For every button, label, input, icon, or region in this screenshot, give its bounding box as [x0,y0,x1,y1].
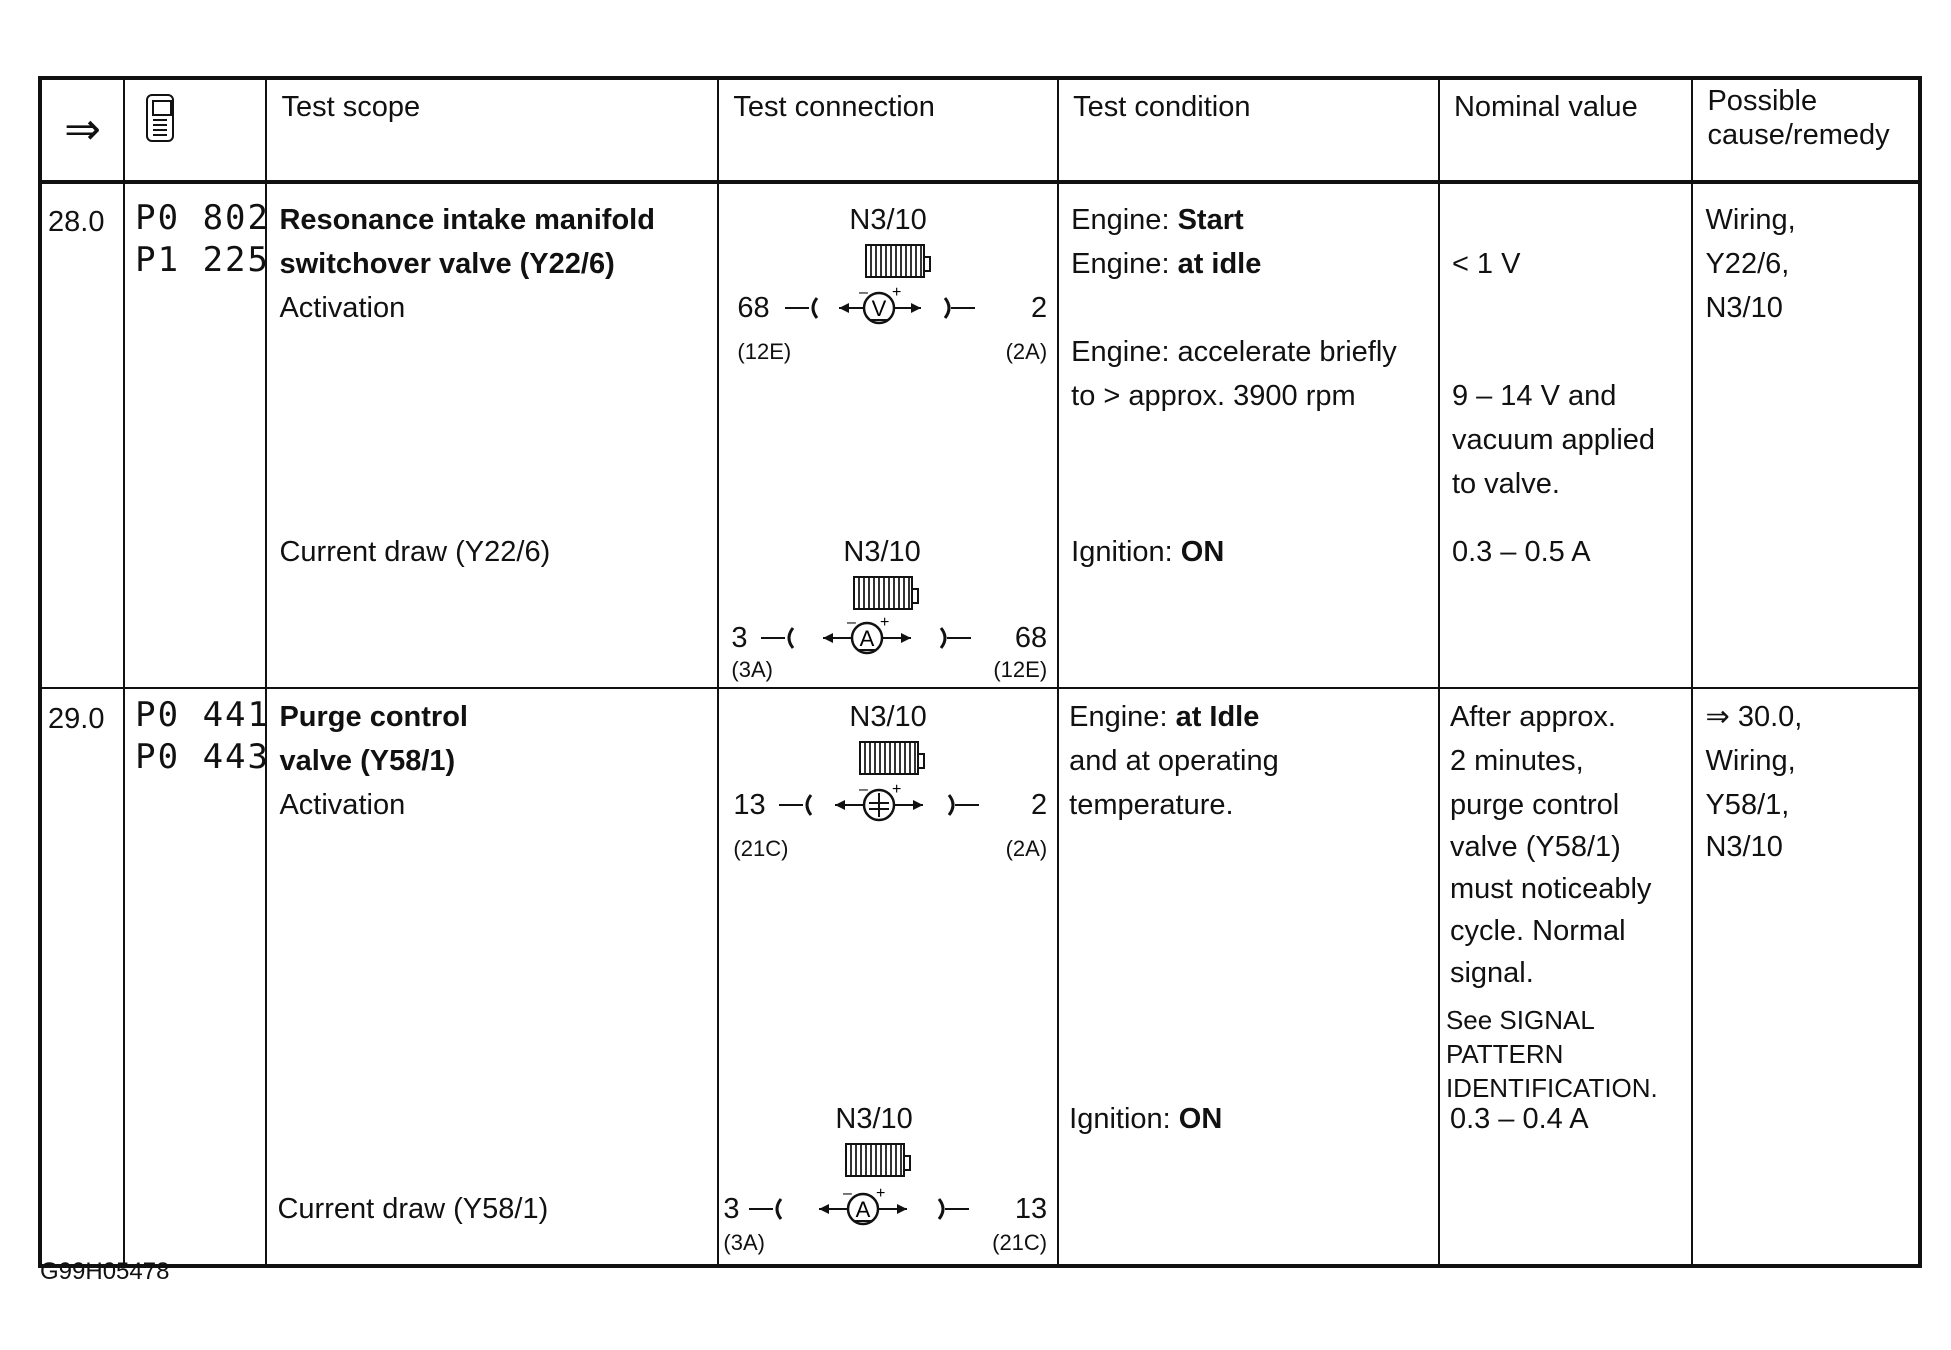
nominal-see-note: IDENTIFICATION. [1445,1073,1658,1103]
pin-left-sub: (12E) [737,339,792,364]
scope-cell [266,688,718,1266]
cause-text: Wiring, [1705,745,1796,777]
step-number: 29.0 [48,703,105,735]
header-tester [124,78,266,182]
svg-text:A: A [860,626,875,651]
step-cell [40,688,124,1266]
condition-text: Engine: at idle [1071,248,1262,280]
test-table [38,76,1922,1268]
svg-text:+: + [892,284,902,301]
pin-right-sub: (21C) [992,1230,1048,1255]
svg-text:+: + [892,781,902,798]
code-cell [124,182,270,688]
arrow-icon: ⇒ [64,104,102,154]
ammeter-icon [755,610,985,660]
nominal-cell [1439,688,1693,1266]
pin-left: 68 [737,292,770,324]
nominal-value: must noticeably [1449,873,1652,905]
pin-right-sub: (2A) [1005,836,1048,861]
pin-left: 3 [731,622,748,654]
condition-cell [1058,182,1439,688]
svg-text:–: – [847,614,857,631]
scope-current-draw: Current draw (Y58/1) [277,1193,549,1225]
nominal-value: 0.3 – 0.5 A [1451,536,1591,568]
pin-right-sub: (12E) [993,657,1048,682]
svg-text:–: – [859,781,869,798]
nominal-value: to valve. [1451,468,1560,500]
test-table-sheet [38,76,1922,1268]
step-cell [40,182,124,688]
ecu-label: N3/10 [849,701,927,733]
nominal-value: 2 minutes, [1449,745,1584,777]
condition-text: Engine: accelerate briefly [1071,336,1397,368]
ecu-label: N3/10 [843,536,921,568]
nominal-value: cycle. Normal [1449,915,1626,947]
pin-right: 2 [1031,292,1048,324]
ecu-label: N3/10 [835,1103,913,1135]
nominal-value: < 1 V [1451,248,1521,280]
connection-cell [718,688,1058,1266]
pin-right-sub: (2A) [1005,339,1048,364]
header-step [40,78,124,182]
connection-cell [718,182,1058,688]
scope-current-draw: Current draw (Y22/6) [279,536,551,568]
fault-code: P0 441 [135,695,270,735]
pin-left-sub: (21C) [733,836,789,861]
cause-text: ⇒ 30.0, [1705,701,1803,733]
condition-text: Engine: Start [1071,204,1244,236]
ecu-connector-icon [853,576,913,610]
step-number: 28.0 [48,206,105,238]
nominal-value: signal. [1449,957,1534,989]
svg-text:+: + [880,614,890,631]
pin-right: 68 [1014,622,1048,654]
svg-text:V: V [872,296,887,321]
table-row [40,182,1920,688]
fault-code: P0 443 [135,737,270,777]
pin-left: 3 [723,1193,740,1225]
header-test-condition: Test condition [1058,78,1439,182]
code-cell [124,688,270,1266]
condition-text: Engine: at Idle [1069,701,1260,733]
duty-cycle-meter-icon [773,777,1003,827]
nominal-value: After approx. [1449,701,1616,733]
ecu-connector-icon [865,244,925,278]
ecu-connector-icon [859,741,919,775]
nominal-value: vacuum applied [1451,424,1656,456]
nominal-see-note: PATTERN [1445,1039,1564,1069]
nominal-value: valve (Y58/1) [1449,831,1621,863]
pin-right: 13 [1014,1193,1048,1225]
scope-title: switchover valve (Y22/6) [279,248,615,280]
ecu-connector-icon [845,1143,905,1177]
pin-left-sub: (3A) [731,657,773,682]
svg-text:–: – [859,284,869,301]
cause-cell [1692,688,1920,1266]
scope-activation: Activation [279,292,406,324]
nominal-see-note: See SIGNAL [1445,1005,1595,1035]
fault-code: P1 225 [135,240,270,280]
header-possible-cause: Possible cause/remedy [1692,78,1920,182]
voltmeter-icon [779,280,999,330]
pin-left-sub: (3A) [723,1230,765,1255]
figure-id: G99H05478 [40,1258,170,1285]
condition-text: to > approx. 3900 rpm [1071,380,1356,412]
header-row [40,78,1920,182]
header-nominal-value: Nominal value [1439,78,1693,182]
scope-cell [266,182,718,688]
table-row [40,688,1920,1266]
pin-right: 2 [1031,789,1048,821]
scope-title: valve (Y58/1) [279,745,456,777]
ammeter-icon [745,1181,985,1231]
header-test-scope: Test scope [266,78,718,182]
header-test-connection: Test connection [718,78,1058,182]
cause-text: Y22/6, [1705,248,1790,280]
cause-cell [1692,182,1920,688]
condition-text: temperature. [1069,789,1234,821]
diagnostic-tester-icon [146,94,174,142]
condition-cell [1058,688,1439,1266]
scope-activation: Activation [279,789,406,821]
cause-text: Y58/1, [1705,789,1790,821]
nominal-value: purge control [1449,789,1620,821]
cause-text: N3/10 [1705,831,1783,863]
scope-title: Resonance intake manifold [279,204,655,236]
nominal-value: 9 – 14 V and [1451,380,1617,412]
svg-text:–: – [843,1185,853,1202]
condition-text: and at operating [1069,745,1279,777]
svg-text:A: A [856,1197,871,1222]
nominal-cell [1439,182,1693,688]
fault-code: P0 802 [135,198,270,238]
condition-text: Ignition: ON [1071,536,1225,568]
cause-text: N3/10 [1705,292,1783,324]
ecu-label: N3/10 [849,204,927,236]
scope-title: Purge control [279,701,468,733]
svg-text:+: + [876,1185,886,1202]
pin-left: 13 [733,789,766,821]
condition-text: Ignition: ON [1069,1103,1223,1135]
nominal-value: 0.3 – 0.4 A [1449,1103,1589,1135]
cause-text: Wiring, [1705,204,1796,236]
